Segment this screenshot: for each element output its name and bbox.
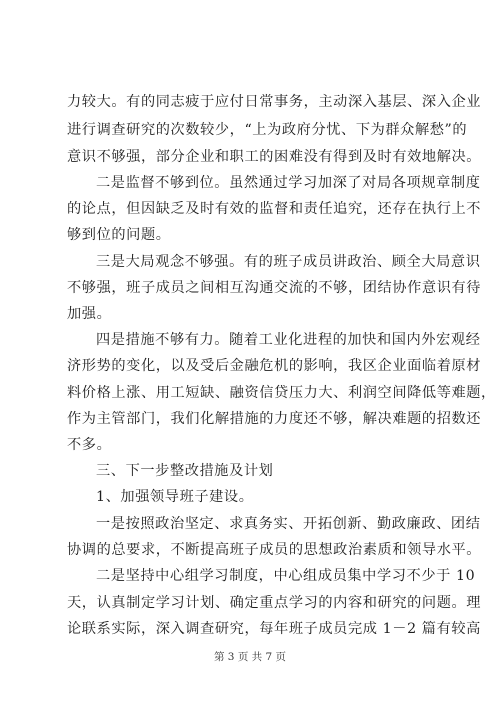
text-line: 论联系实际，深入调查研究，每年班子成员完成 1－2 篇有较高 [67, 621, 481, 637]
paragraph-start: 四是措施不够有力。随着工业化进程的加快和国内外宏观经 [96, 332, 481, 348]
paragraph-start: 二是监督不够到位。虽然通过学习加深了对局各项规章制度 [96, 175, 481, 191]
text-line: 协调的总要求，不断提高班子成员的思想政治素质和领导水平。 [67, 542, 482, 558]
text-line: 加强。 [67, 306, 112, 322]
text-line: 作为主管部门，我们化解措施的力度还不够，解决难题的招数还 [67, 411, 482, 427]
text-line: 济形势的变化，以及受后金融危机的影响，我区企业面临着原材 [67, 358, 482, 374]
page-number: 第 3 页 共 7 页 [213, 651, 287, 663]
paragraph-start: 一是按照政治坚定、求真务实、开拓创新、勤政廉政、团结 [96, 516, 481, 532]
text-line: 的论点，但因缺乏及时有效的监督和责任追究，还存在执行上不 [67, 201, 482, 217]
subsection-heading: 1、加强领导班子建设。 [96, 489, 254, 505]
text-line: 够到位的问题。 [67, 227, 171, 243]
text-line: 力较大。有的同志疲于应付日常事务，主动深入基层、深入企业 [67, 94, 482, 110]
text-line: 进行调查研究的次数较少，“上为政府分忧、下为群众解愁”的 [67, 122, 468, 138]
paragraph-start: 三是大局观念不够强。有的班子成员讲政治、顾全大局意识 [96, 254, 481, 270]
text-line: 不多。 [67, 437, 112, 453]
text-line: 天，认真制定学习计划、确定重点学习的内容和研究的问题。理 [67, 595, 482, 611]
paragraph-start: 二是坚持中心组学习制度，中心组成员集中学习不少于 10 [96, 568, 476, 584]
section-heading: 三、下一步整改措施及计划 [96, 463, 274, 479]
text-line: 意识不够强，部分企业和职工的困难没有得到及时有效地解决。 [67, 149, 482, 165]
text-line: 料价格上涨、用工短缺、融资信贷压力大、利润空间降低等难题， [67, 385, 496, 401]
text-line: 不够强，班子成员之间相互沟通交流的不够，团结协作意识有待 [67, 280, 482, 296]
